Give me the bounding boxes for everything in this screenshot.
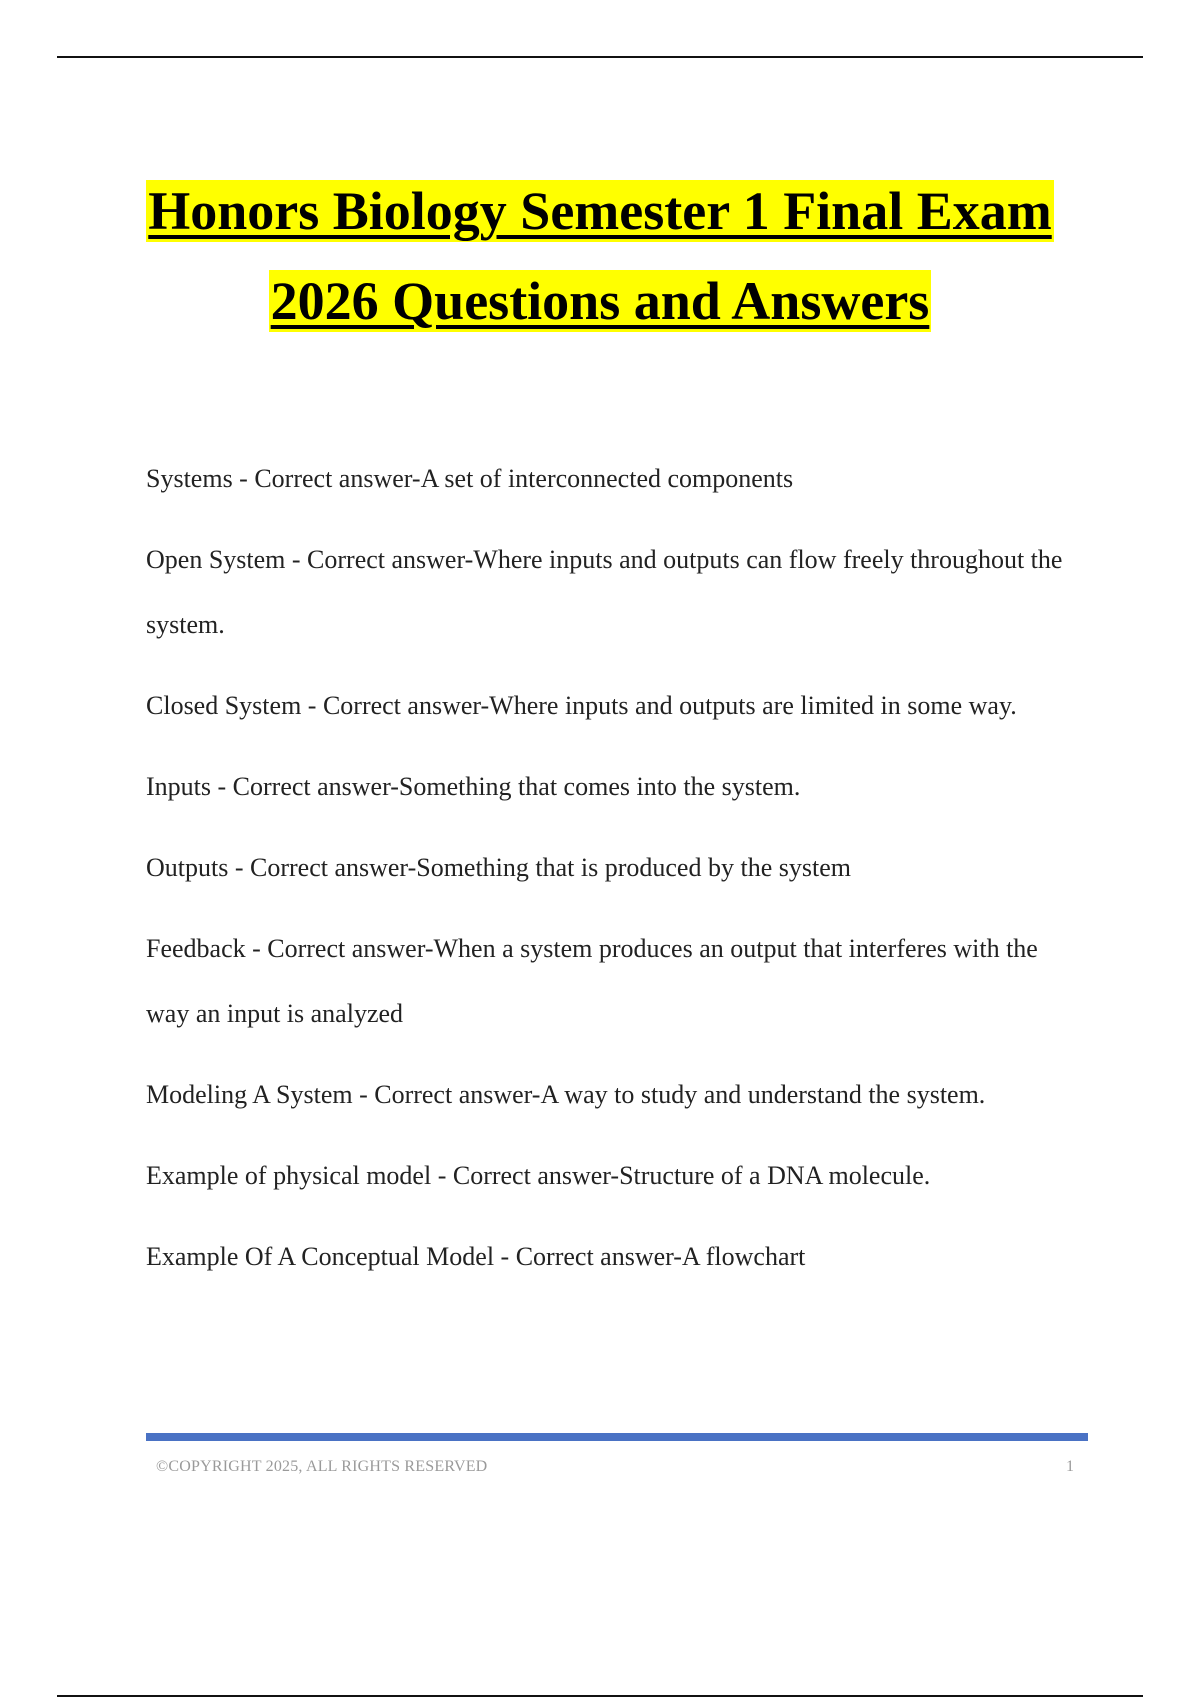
qa-entry-closed-system: Closed System - Correct answer-Where inputs and outputs are limited in some way.	[146, 691, 1017, 720]
qa-entry-open-system: Open System - Correct answer-Where inputs and outputs can flow freely throughout the system.	[146, 545, 1063, 639]
bottom-rule	[57, 1695, 1143, 1697]
qa-entry-feedback: Feedback - Correct answer-When a system produces an output that interferes with the way an input is analyzed	[146, 934, 1038, 1028]
page-number: 1	[1066, 1458, 1074, 1475]
title-line-1: Honors Biology Semester 1 Final Exam	[148, 181, 1052, 241]
qa-entry-inputs: Inputs - Correct answer-Something that comes into the system.	[146, 772, 801, 801]
qa-entry-physical-model: Example of physical model - Correct answer-Structure of a DNA molecule.	[146, 1161, 931, 1190]
qa-entry-systems: Systems - Correct answer-A set of interconnected components	[146, 464, 794, 493]
qa-entry-outputs: Outputs - Correct answer-Something that is produced by the system	[146, 853, 851, 882]
title-line-2: 2026 Questions and Answers	[270, 271, 930, 331]
qa-list	[146, 446, 1086, 1305]
qa-entry-modeling: Modeling A System - Correct answer-A way to study and understand the system.	[146, 1080, 986, 1109]
page-title	[0, 180, 1200, 332]
copyright-notice: ©COPYRIGHT 2025, ALL RIGHTS RESERVED	[156, 1458, 488, 1475]
footer-bar	[146, 1433, 1088, 1441]
top-rule	[57, 56, 1143, 58]
qa-entry-conceptual-model: Example Of A Conceptual Model - Correct answer-A flowchart	[146, 1242, 806, 1271]
